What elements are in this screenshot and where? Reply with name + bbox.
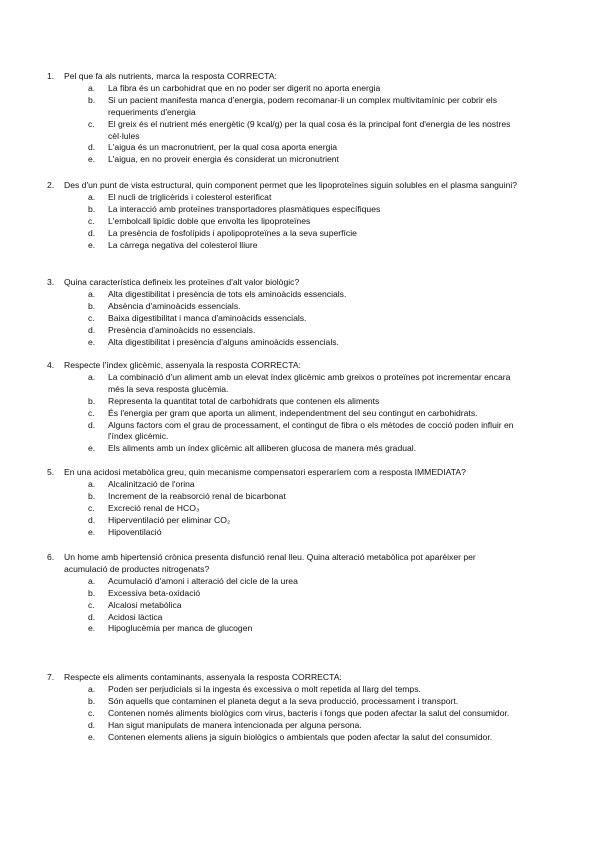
option-d: [0, 325, 600, 337]
question-text: Des d'un punt de vista estructural, quin component permet que les lipoproteïnes siguin solubles en el plasma sanguini?: [64, 180, 518, 190]
option-text: Baixa digestibilitat i manca d'aminoàcids essencials.: [108, 312, 307, 323]
option-b: [0, 491, 600, 503]
option-c: [0, 216, 600, 228]
option-d: [0, 142, 600, 154]
question-5: [0, 467, 600, 538]
option-letter: d.: [88, 419, 96, 430]
question-text: Respecte l'índex glicèmic, assenyala la resposta CORRECTA:: [64, 360, 301, 370]
option-a: [0, 192, 600, 204]
option-d: [0, 720, 600, 732]
question-6: [0, 552, 600, 635]
option-e: [0, 527, 600, 539]
option-letter: c.: [88, 118, 95, 129]
option-text: Alguns factors com el grau de processament, el contingut de fibra o els mètodes de cocció poden influir en l'índex glicèmic.: [108, 419, 514, 442]
option-text: Alcalinització de l'orina: [108, 478, 195, 489]
option-text: Absència d'aminoàcids essencials.: [108, 300, 241, 311]
option-e: [0, 623, 600, 635]
question-text: Un home amb hipertensió crònica presenta disfunció renal lleu. Quina alteració metabòlica pot aparèixer per acumulació de productes nitrogenats?: [64, 552, 476, 574]
option-d: [0, 420, 600, 444]
question-text: Respecte els aliments contaminants, assenyala la resposta CORRECTA:: [64, 672, 342, 682]
option-text: És l'energia per gram que aporta un aliment, independentment del seu contingut en carbohidrats.: [108, 407, 478, 418]
question-number: 6.: [47, 552, 55, 562]
options-list: [0, 372, 600, 455]
question-stem: [0, 552, 600, 576]
question-number: 4.: [47, 360, 55, 370]
option-text: La presència de fosfolípids i apolipoproteïnes a la seva superfície: [108, 227, 357, 238]
option-letter: a.: [88, 683, 96, 694]
option-text: Excreció renal de HCO₃: [108, 502, 200, 513]
option-c: [0, 503, 600, 515]
question-text: Pel que fa als nutrients, marca la resposta CORRECTA:: [64, 71, 277, 81]
question-number: 7.: [47, 672, 55, 682]
option-letter: b.: [88, 300, 96, 311]
option-e: [0, 154, 600, 166]
option-text: Contenen elements aliens ja siguin biològics o ambientals que poden afectar la salut del consumidor.: [108, 731, 493, 742]
option-letter: e.: [88, 731, 96, 742]
question-text: Quina característica defineix les proteïnes d'alt valor biològic?: [64, 277, 300, 287]
question-text: En una acidosi metabòlica greu, quin mecanisme compensatori esperaríem com a resposta IMMEDIATA?: [64, 467, 466, 477]
option-e: [0, 443, 600, 455]
option-text: La càrrega negativa del colesterol lliure: [108, 239, 258, 250]
options-list: [0, 576, 600, 636]
option-text: Els aliments amb un índex glicèmic alt alliberen glucosa de manera més gradual.: [108, 443, 417, 454]
option-text: La interacció amb proteïnes transportadores plasmàtiques específiques: [108, 203, 381, 214]
option-e: [0, 732, 600, 744]
question-stem: [0, 467, 600, 479]
option-letter: c.: [88, 599, 95, 610]
options-list: [0, 479, 600, 539]
option-text: Presència d'aminoàcids no essencials.: [108, 324, 256, 335]
options-list: [0, 192, 600, 252]
option-letter: b.: [88, 587, 96, 598]
question-2: [0, 180, 600, 251]
option-text: Han sigut manipulats de manera intencionada per alguna persona.: [108, 719, 362, 730]
option-letter: d.: [88, 514, 96, 525]
option-letter: d.: [88, 227, 96, 238]
options-list: [0, 289, 600, 349]
option-letter: a.: [88, 82, 96, 93]
option-letter: c.: [88, 502, 95, 513]
options-list: [0, 83, 600, 166]
option-b: [0, 301, 600, 313]
option-c: [0, 708, 600, 720]
question-4: [0, 360, 600, 455]
option-letter: b.: [88, 94, 96, 105]
option-letter: a.: [88, 288, 96, 299]
option-e: [0, 337, 600, 349]
option-text: El greix és el nutrient més energètic (9 kcal/g) per la qual cosa és la principal font d'energia de les nostres cèl·lules: [108, 118, 511, 141]
option-e: [0, 240, 600, 252]
option-text: La combinació d'un aliment amb un elevat índex glicèmic amb greixos o proteïnes pot incrementar encara més la seva resposta glucèmia.: [108, 371, 511, 394]
option-letter: a.: [88, 478, 96, 489]
option-text: Hipoglucèmia per manca de glucogen: [108, 623, 253, 634]
option-letter: a.: [88, 371, 96, 382]
option-text: Hiperventilació per eliminar CO₂: [108, 514, 231, 525]
option-letter: b.: [88, 395, 96, 406]
option-text: L'embolcall lipídic doble que envolta les lipoproteïnes: [108, 215, 311, 226]
option-letter: e.: [88, 526, 96, 537]
option-letter: e.: [88, 443, 96, 454]
option-text: Contenen només aliments biològics com virus, bacteris i fongs que poden afectar la salut del consumidor.: [108, 707, 510, 718]
question-stem: [0, 277, 600, 289]
question-number: 1.: [47, 71, 55, 81]
option-letter: e.: [88, 336, 96, 347]
option-a: [0, 576, 600, 588]
question-1: [0, 71, 600, 166]
option-text: Alcalosi metabòlica: [108, 599, 182, 610]
option-text: Alta digestibilitat i presència d'alguns aminoàcids essencials.: [108, 336, 339, 347]
option-letter: c.: [88, 407, 95, 418]
option-text: Acidosi làctica: [108, 611, 163, 622]
option-text: Excessiva beta-oxidació: [108, 587, 201, 598]
option-c: [0, 119, 600, 143]
question-stem: [0, 71, 600, 83]
option-text: Alta digestibilitat i presència de tots els aminoàcids essencials.: [108, 288, 347, 299]
question-number: 2.: [47, 180, 55, 190]
question-3: [0, 277, 600, 348]
option-text: El nucli de triglicèrids i colesterol esterificat: [108, 191, 272, 202]
option-letter: e.: [88, 623, 96, 634]
option-letter: a.: [88, 191, 96, 202]
option-letter: b.: [88, 203, 96, 214]
option-d: [0, 612, 600, 624]
option-text: Si un pacient manifesta manca d'energia, podem recomanar-li un complex multivitamínic per cobrir els requeriments d'energia: [108, 94, 498, 117]
question-stem: [0, 672, 600, 684]
option-text: L'aigua és un macronutrient, per la qual cosa aporta energia: [108, 142, 338, 153]
option-a: [0, 83, 600, 95]
option-letter: b.: [88, 490, 96, 501]
option-b: [0, 396, 600, 408]
option-text: L'aigua, en no proveir energia és considerat un micronutrient: [108, 154, 339, 165]
option-letter: e.: [88, 154, 96, 165]
option-letter: a.: [88, 575, 96, 586]
option-a: [0, 372, 600, 396]
option-a: [0, 289, 600, 301]
option-c: [0, 408, 600, 420]
option-text: Representa la quantitat total de carbohidrats que contenen els aliments: [108, 395, 380, 406]
option-b: [0, 588, 600, 600]
option-text: Increment de la reabsorció renal de bicarbonat: [108, 490, 286, 501]
option-a: [0, 479, 600, 491]
option-c: [0, 600, 600, 612]
option-c: [0, 313, 600, 325]
option-letter: d.: [88, 142, 96, 153]
option-letter: b.: [88, 695, 96, 706]
option-text: Són aquells que contaminen el planeta degut a la seva producció, processament i transport.: [108, 695, 459, 706]
option-letter: c.: [88, 312, 95, 323]
option-text: La fibra és un carbohidrat que en no poder ser digerit no aporta energia: [108, 82, 381, 93]
option-a: [0, 684, 600, 696]
option-text: Poden ser perjudicials si la ingesta és excessiva o molt repetida al llarg del temps.: [108, 683, 421, 694]
question-stem: [0, 180, 600, 192]
option-text: Acumulació d'amoni i alteració del cicle de la urea: [108, 575, 298, 586]
option-b: [0, 204, 600, 216]
question-stem: [0, 360, 600, 372]
option-letter: d.: [88, 611, 96, 622]
option-letter: e.: [88, 239, 96, 250]
question-number: 5.: [47, 467, 55, 477]
option-text: Hipoventilació: [108, 526, 162, 537]
option-d: [0, 228, 600, 240]
option-letter: d.: [88, 719, 96, 730]
option-letter: d.: [88, 324, 96, 335]
option-d: [0, 515, 600, 527]
option-letter: c.: [88, 215, 95, 226]
option-b: [0, 95, 600, 119]
question-number: 3.: [47, 277, 55, 287]
question-7: [0, 672, 600, 743]
option-letter: c.: [88, 707, 95, 718]
options-list: [0, 684, 600, 744]
option-b: [0, 696, 600, 708]
